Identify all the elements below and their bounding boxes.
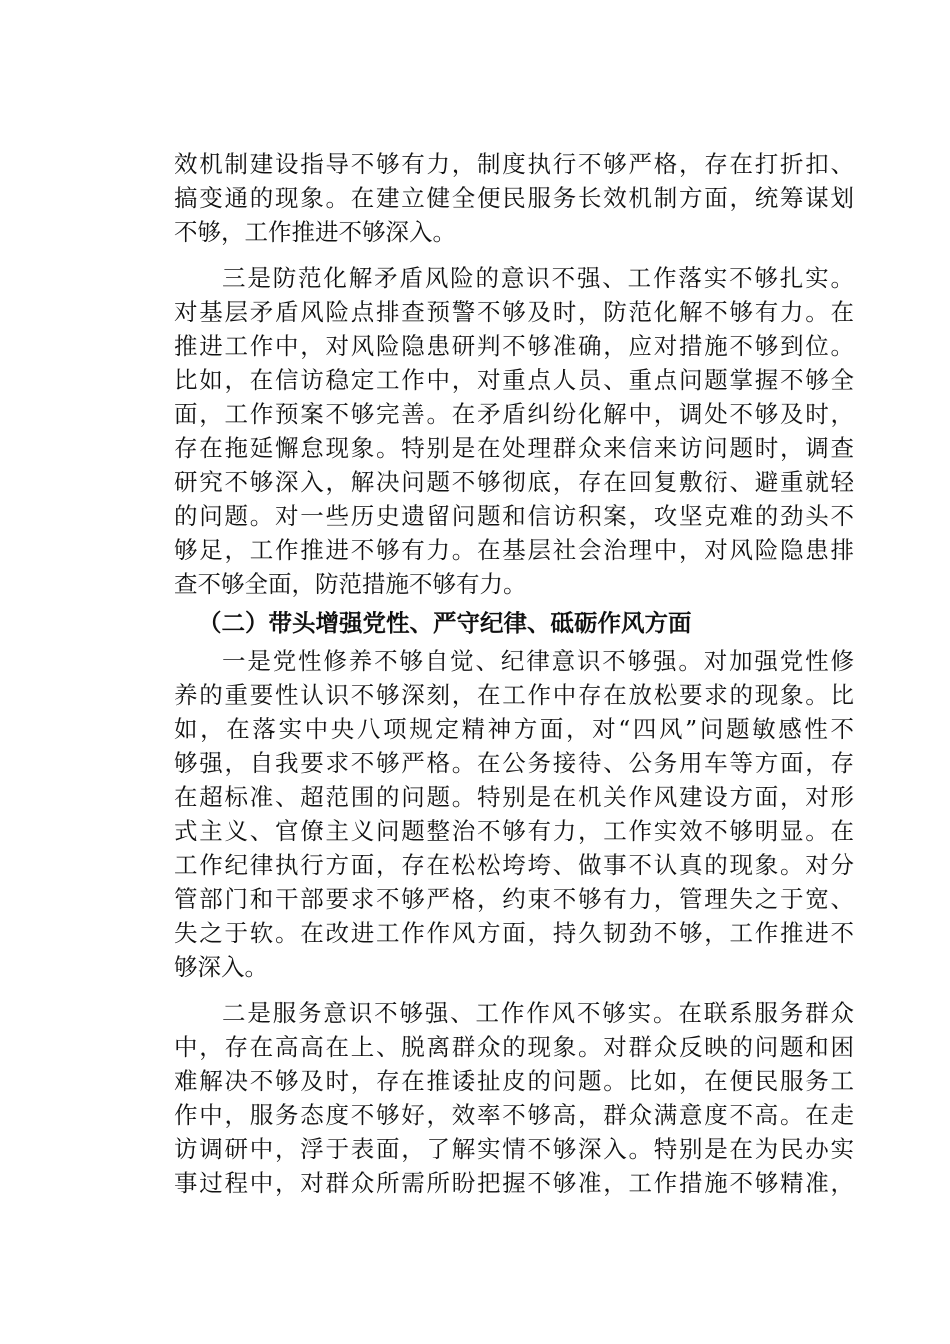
text-line: 如，在落实中央八项规定精神方面，对“四风”问题敏感性不: [174, 715, 854, 743]
text-line: 够深入。: [174, 953, 268, 981]
text-line: 式主义、官僚主义问题整治不够有力，工作实效不够明显。在: [174, 817, 854, 845]
text-line: 在超标准、超范围的问题。特别是在机关作风建设方面，对形: [174, 783, 854, 811]
text-line: 效机制建设指导不够有力，制度执行不够严格，存在打折扣、: [174, 150, 854, 178]
text-line: 事过程中，对群众所需所盼把握不够准，工作措施不够精准，: [174, 1169, 854, 1197]
text-line: 比如，在信访稳定工作中，对重点人员、重点问题掌握不够全: [174, 366, 854, 394]
text-line: 失之于软。在改进工作作风方面，持久韧劲不够，工作推进不: [174, 919, 854, 947]
text-line: 中，存在高高在上、脱离群众的现象。对群众反映的问题和困: [174, 1033, 854, 1061]
text-line: 面，工作预案不够完善。在矛盾纠纷化解中，调处不够及时，: [174, 400, 854, 428]
text-line: 不够，工作推进不够深入。: [174, 218, 456, 246]
text-line: 推进工作中，对风险隐患研判不够准确，应对措施不够到位。: [174, 332, 854, 360]
text-line: 工作纪律执行方面，存在松松垮垮、做事不认真的现象。对分: [174, 851, 854, 879]
text-line: 的问题。对一些历史遗留问题和信访积案，攻坚克难的劲头不: [174, 502, 854, 530]
text-line: 搞变通的现象。在建立健全便民服务长效机制方面，统筹谋划: [174, 184, 854, 212]
text-line: 够足，工作推进不够有力。在基层社会治理中，对风险隐患排: [174, 536, 854, 564]
text-line: 查不够全面，防范措施不够有力。: [174, 570, 527, 598]
text-line: 管部门和干部要求不够严格，约束不够有力，管理失之于宽、: [174, 885, 854, 913]
text-line: 难解决不够及时，存在推诿扯皮的问题。比如，在便民服务工: [174, 1067, 854, 1095]
text-line: 够强，自我要求不够严格。在公务接待、公务用车等方面，存: [174, 749, 854, 777]
text-line: 访调研中，浮于表面，了解实情不够深入。特别是在为民办实: [174, 1135, 854, 1163]
text-line: 养的重要性认识不够深刻，在工作中存在放松要求的现象。比: [174, 681, 854, 709]
text-line: 对基层矛盾风险点排查预警不够及时，防范化解不够有力。在: [174, 298, 854, 326]
text-line: 作中，服务态度不够好，效率不够高，群众满意度不高。在走: [174, 1101, 854, 1129]
section-heading: （二）带头增强党性、严守纪律、砥砺作风方面: [198, 609, 692, 637]
text-line: 研究不够深入，解决问题不够彻底，存在回复敷衍、避重就轻: [174, 468, 854, 496]
paragraph-start-line: 一是党性修养不够自觉、纪律意识不够强。对加强党性修: [222, 647, 854, 675]
paragraph-start-line: 三是防范化解矛盾风险的意识不强、工作落实不够扎实。: [222, 264, 854, 292]
paragraph-start-line: 二是服务意识不够强、工作作风不够实。在联系服务群众: [222, 999, 854, 1027]
text-line: 存在拖延懈怠现象。特别是在处理群众来信来访问题时，调查: [174, 434, 854, 462]
